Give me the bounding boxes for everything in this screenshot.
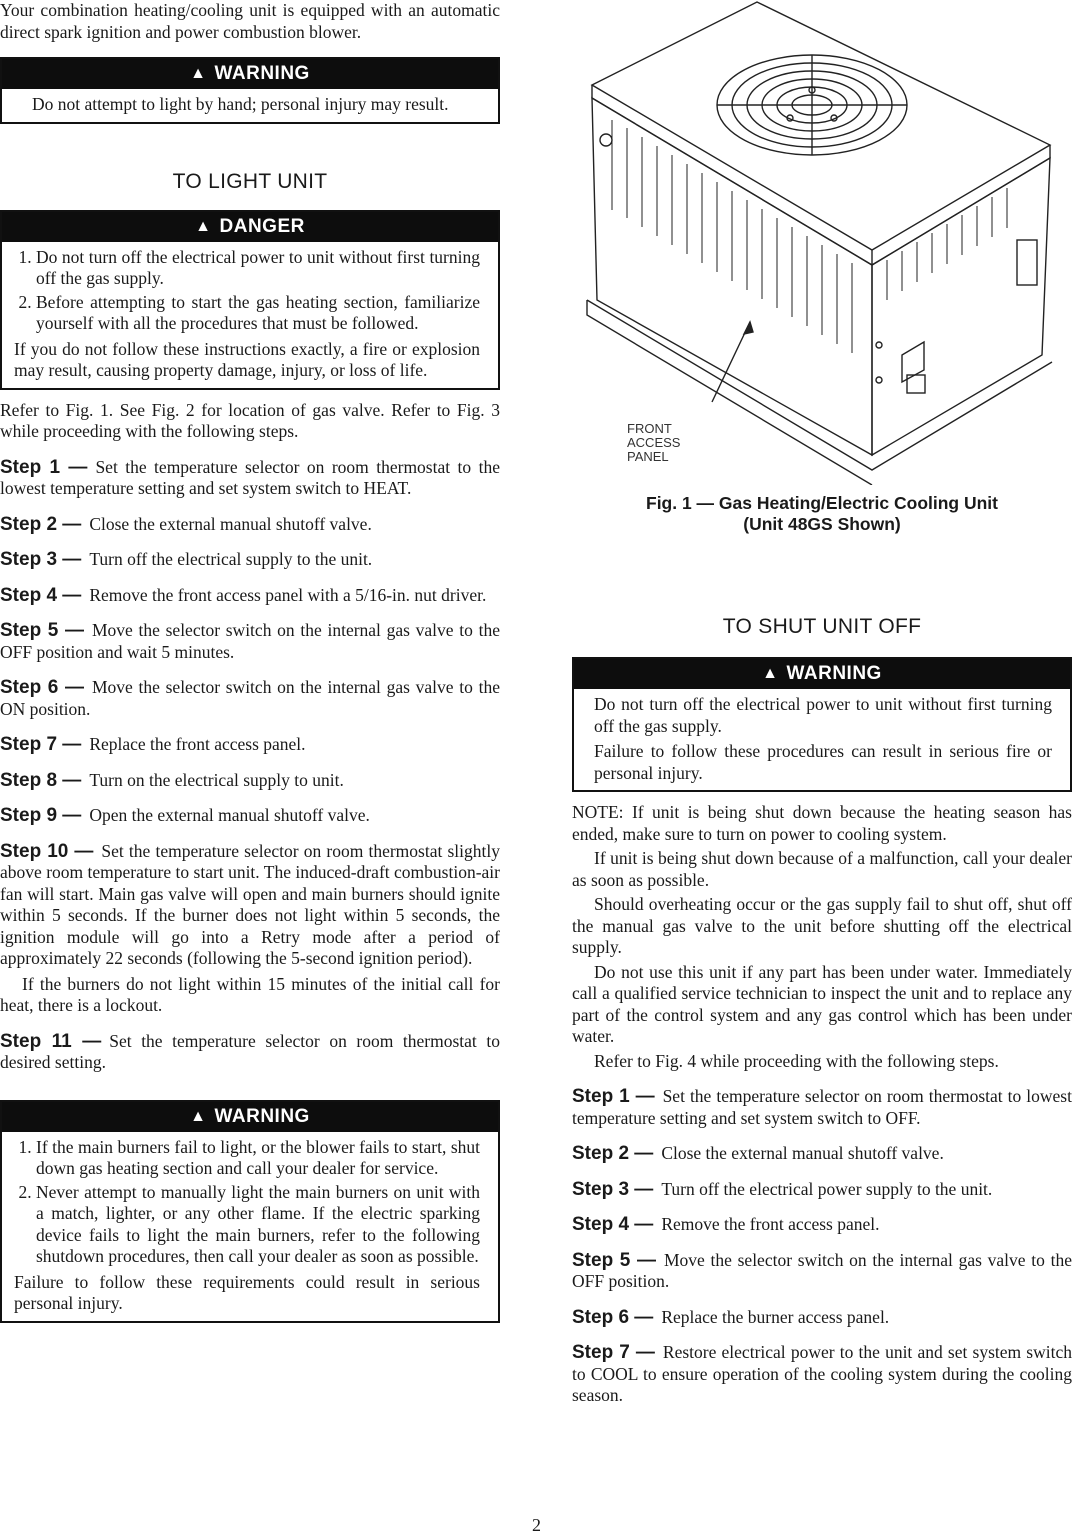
warning-consequence: Failure to follow these requirements could result in serious personal injury. <box>14 1271 480 1313</box>
section-heading-light-unit: TO LIGHT UNIT <box>172 169 328 193</box>
warning-text: Do not attempt to light by hand; personal injury may result. <box>32 94 449 114</box>
left-column <box>0 0 500 1323</box>
warning-consequence: Failure to follow these procedures can result in serious fire or personal injury. <box>594 741 1052 783</box>
danger-header: ▲ DANGER <box>2 212 498 242</box>
danger-item: 2. Before attempting to start the gas heating section, familiarize yourself with all the procedures that must be followed. <box>36 292 480 335</box>
step-item: Step 1 — Set the temperature selector on room thermostat to the lowest temperature setting and set system switch to HEAT. <box>0 456 500 498</box>
step-item: Step 6 — Move the selector switch on the internal gas valve to the ON position. <box>0 677 500 719</box>
lockout-paragraph: If the burners do not light within 15 minutes of the initial call for heat, there is a lockout. <box>0 973 500 1015</box>
step-item: Step 5 — Move the selector switch on the internal gas valve to the OFF position. <box>572 1249 1072 1291</box>
page-number: 2 <box>532 1515 541 1535</box>
step-item: Step 5 — Move the selector switch on the internal gas valve to the OFF position and wait 5 minutes. <box>0 620 500 662</box>
warning-box-burners <box>0 1100 500 1323</box>
intro-paragraph: Your combination heating/cooling unit is equipped with an automatic direct spark ignition and power combustion blower. <box>0 0 500 42</box>
warning-text: Do not turn off the electrical power to unit without first turning off the gas supply. <box>594 694 1052 736</box>
figure-caption: Fig. 1 — Gas Heating/Electric Cooling Unit (Unit 48GS Shown) <box>646 493 998 534</box>
warning-item: 1. If the main burners fail to light, or the blower fails to start, shut down gas heating section and call your dealer for service. <box>36 1137 480 1180</box>
warning-triangle-icon: ▲ <box>190 65 207 82</box>
step-item: Step 10 — Set the temperature selector on room thermostat slightly above room temperature to start unit. The induced-draft combustion-air fan will start. Main gas valve will open and main burners should ignite within 5 seconds. If the burner does not light within 5 seconds, the ignition module will go into a Retry mode after a period of approximately 22 seconds (following the 5-second ignition period). <box>0 840 500 968</box>
step-item: Step 7 — Restore electrical power to the unit and set system switch to COOL to ensure operation of the cooling system during the cooling season. <box>572 1342 1072 1405</box>
warning-box-light-by-hand <box>0 57 500 124</box>
step-item: Step 11 — Set the temperature selector on room thermostat to desired setting. <box>0 1030 500 1072</box>
warning-header: ▲ WARNING <box>2 59 498 89</box>
step-item: Step 7 — Replace the front access panel. <box>0 734 306 755</box>
step-item: Step 3 — Turn off the electrical power supply to the unit. <box>572 1178 993 1200</box>
right-column <box>572 0 1072 1407</box>
refer-figures-paragraph: Refer to Fig. 1. See Fig. 2 for location of gas valve. Refer to Fig. 3 while proceeding with the following steps. <box>0 399 500 441</box>
step-item: Step 2 — Close the external manual shutoff valve. <box>0 513 372 535</box>
figure-1 <box>572 0 1072 485</box>
step-item: Step 4 — Remove the front access panel with a 5/16-in. nut driver. <box>0 584 487 606</box>
section-heading-shut-unit-off: TO SHUT UNIT OFF <box>722 615 922 638</box>
danger-item: 1. Do not turn off the electrical power to unit without first turning off the gas supply. <box>36 247 480 290</box>
warning-box-shutoff <box>572 657 1072 792</box>
step-item: Step 9 — Open the external manual shutoff valve. <box>0 805 370 826</box>
water-damage-paragraph: Do not use this unit if any part has been under water. Immediately call a qualified service technician to inspect the unit and to replace any part of the control system and any gas control which has been under water. <box>572 961 1072 1046</box>
step-item: Step 3 — Turn off the electrical supply to the unit. <box>0 549 373 570</box>
light-steps-list <box>0 457 500 970</box>
warning-item: 2. Never attempt to manually light the main burners on unit with a match, lighter, or any other flame. If the electric sparking device fails to light the main burners, refer to the following shutdown procedures, then call your dealer as soon as possible. <box>36 1182 480 1268</box>
step-item: Step 2 — Close the external manual shutoff valve. <box>572 1143 944 1164</box>
step-item: Step 6 — Replace the burner access panel. <box>572 1306 890 1328</box>
hvac-unit-illustration <box>572 0 1072 485</box>
overheat-paragraph: Should overheating occur or the gas supply fail to shut off, shut off the manual gas valve to the unit before shutting off the electrical supply. <box>572 894 1072 957</box>
shut-steps-list <box>572 1086 1072 1407</box>
refer-fig4-paragraph: Refer to Fig. 4 while proceeding with the following steps. <box>594 1050 999 1071</box>
warning-triangle-icon: ▲ <box>195 217 212 235</box>
malfunction-paragraph: If unit is being shut down because of a malfunction, call your dealer as soon as possible. <box>572 848 1072 890</box>
front-access-panel-label: FRONT ACCESS PANEL <box>627 421 681 464</box>
danger-consequence: If you do not follow these instructions exactly, a fire or explosion may result, causing property damage, injury, or loss of life. <box>14 338 480 380</box>
step-item: Step 4 — Remove the front access panel. <box>572 1214 880 1235</box>
warning-header: ▲ WARNING <box>574 659 1070 689</box>
warning-triangle-icon: ▲ <box>762 665 779 682</box>
step-item: Step 1 — Set the temperature selector on room thermostat to lowest temperature setting and set system switch to OFF. <box>572 1086 1072 1128</box>
warning-header: ▲ WARNING <box>2 1102 498 1132</box>
warning-triangle-icon: ▲ <box>190 1107 207 1125</box>
note-paragraph: NOTE: If unit is being shut down because the heating season has ended, make sure to turn on power to cooling system. <box>572 802 1072 844</box>
step-item: Step 8 — Turn on the electrical supply to unit. <box>0 769 344 791</box>
danger-box <box>0 210 500 390</box>
